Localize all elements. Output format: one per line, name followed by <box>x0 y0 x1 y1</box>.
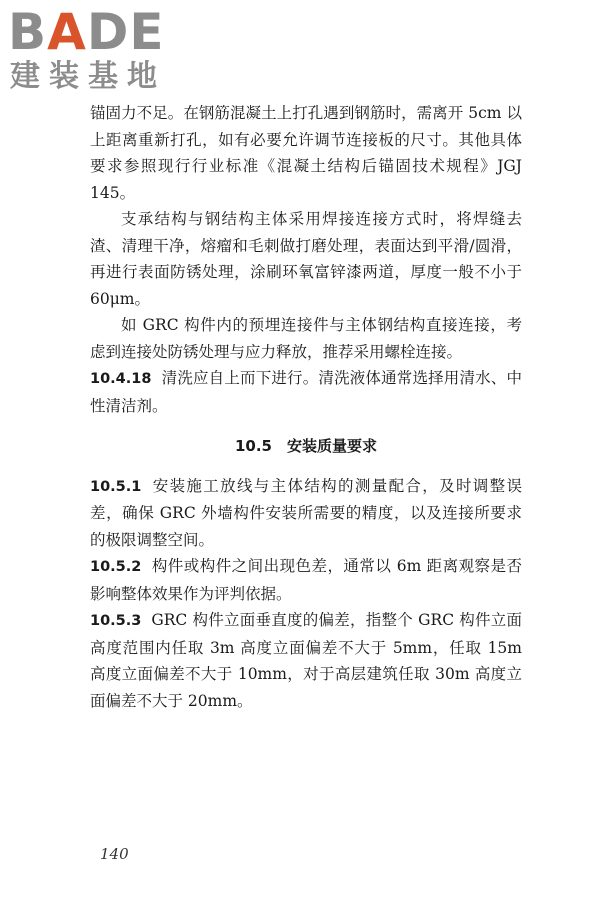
clause-10-5-1 <box>90 473 522 554</box>
clause-10-4-18 <box>90 365 522 419</box>
section-heading: 10.5 安装质量要求 <box>234 437 377 455</box>
clause-10-5-2 <box>90 553 522 607</box>
clause-number: 10.4.18 <box>90 371 152 387</box>
clause-text: 构件或构件之间出现色差，通常以 6m 距离观察是否影响整体效果作为评判依据。 <box>90 557 522 603</box>
page-number: 140 <box>100 845 129 863</box>
paragraph-anchorage: 锚固力不足。在钢筋混凝土上打孔遇到钢筋时，需离开 5cm 以上距离重新打孔，如有必要允许调节连接板的尺寸。其他具体要求参照现行行业标准《混凝土结构后锚固技术规程》JGJ 145。 <box>90 104 522 202</box>
paragraph-bolting: 如 GRC 构件内的预埋连接件与主体钢结构直接连接，考虑到连接处防锈处理与应力释放，推荐采用螺栓连接。 <box>90 316 522 361</box>
logo-subtitle: 建装基地 <box>10 59 166 94</box>
clause-text: GRC 构件立面垂直度的偏差，指整个 GRC 构件立面高度范围内任取 3m 高度立面偏差不大于 5mm，任取 15m 高度立面偏差不大于 10mm，对于高层建筑任取 30m 高度立面偏差不大于 20mm。 <box>90 611 522 710</box>
brand-logo <box>8 4 178 96</box>
clause-number: 10.5.2 <box>90 559 142 575</box>
page-body <box>90 100 522 714</box>
clause-number: 10.5.3 <box>90 613 142 629</box>
clause-text: 清洗应自上而下进行。清洗液体通常选择用清水、中性清洁剂。 <box>90 369 522 415</box>
clause-text: 安装施工放线与主体结构的测量配合，及时调整误差，确保 GRC 外墙构件安装所需要的精度，以及连接所要求的极限调整空间。 <box>90 476 522 549</box>
clause-10-5-3 <box>90 607 522 714</box>
paragraph-welding: 支承结构与钢结构主体采用焊接连接方式时，将焊缝去渣、清理干净，熔瘤和毛刺做打磨处理，表面达到平滑/圆滑，再进行表面防锈处理，涂刷环氧富锌漆两道，厚度一般不小于 60μm。 <box>90 210 522 308</box>
logo-wordmark: BADE <box>8 3 165 61</box>
clause-number: 10.5.1 <box>90 478 142 495</box>
